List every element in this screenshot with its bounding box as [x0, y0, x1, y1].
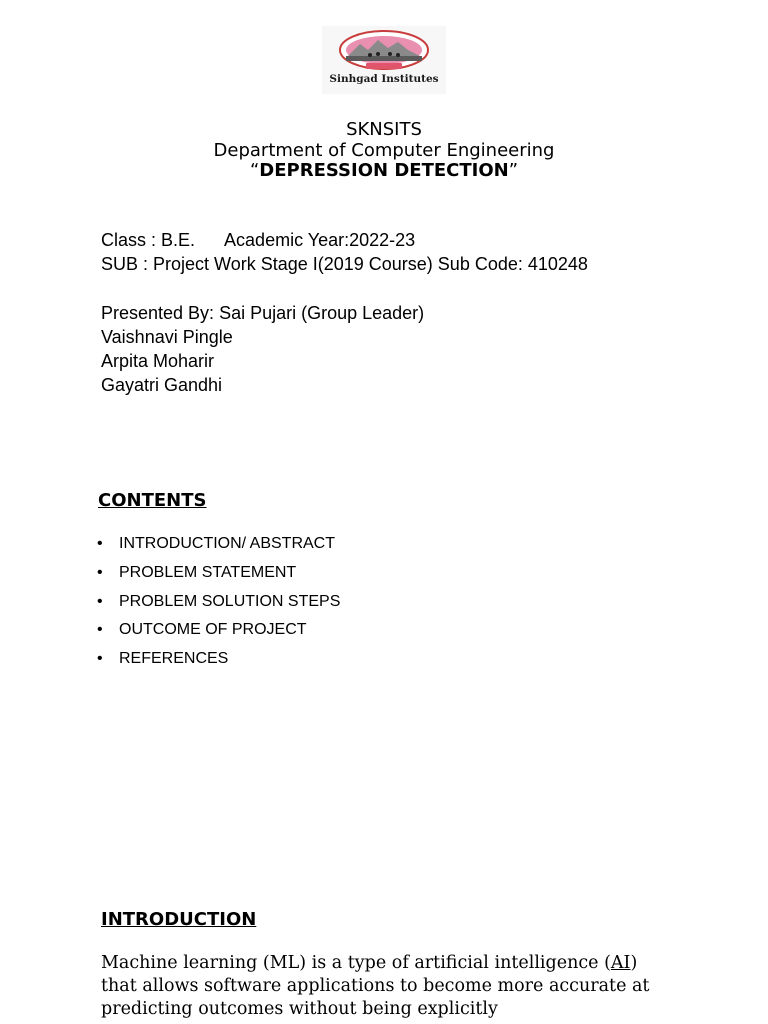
logo-caption: Sinhgad Institutes	[329, 73, 439, 85]
intro-text-start: Machine learning (ML) is a type of artificial intelligence (	[101, 953, 611, 973]
ai-link[interactable]: AI	[610, 953, 631, 973]
intro-text-end: ) that allows software applications to become more accurate at predicting outcomes without being explicitly	[101, 953, 650, 1019]
contents-item	[97, 561, 340, 590]
contents-item-label: PROBLEM SOLUTION STEPS	[119, 592, 341, 610]
contents-item-label: PROBLEM STATEMENT	[119, 563, 297, 581]
subject-line: SUB : Project Work Stage I(2019 Course) Sub Code: 410248	[101, 254, 588, 274]
contents-heading: CONTENTS	[98, 490, 207, 511]
introduction-paragraph	[101, 952, 671, 1021]
project-title-line	[0, 160, 768, 181]
contents-list	[97, 532, 340, 676]
logo-emblem	[322, 26, 446, 72]
bullet: •	[97, 650, 103, 668]
member-name: Vaishnavi Pingle	[101, 327, 233, 347]
contents-item	[97, 590, 340, 619]
introduction-heading: INTRODUCTION	[101, 909, 257, 930]
project-title: DEPRESSION DETECTION	[259, 160, 509, 181]
bullet: •	[97, 621, 103, 639]
bullet: •	[97, 592, 103, 610]
close-quote: ”	[508, 160, 519, 181]
contents-item-label: REFERENCES	[119, 650, 229, 668]
presented-by: Presented By: Sai Pujari (Group Leader)	[101, 303, 425, 323]
contents-item	[97, 532, 340, 561]
contents-item	[97, 618, 340, 647]
member-name: Arpita Moharir	[101, 351, 215, 371]
institute-name: SKNSITS	[346, 119, 422, 140]
contents-item	[97, 647, 340, 676]
class-academic-year: Class : B.E. Academic Year:2022-23	[101, 230, 416, 250]
contents-item-label: OUTCOME OF PROJECT	[119, 621, 307, 639]
contents-item-label: INTRODUCTION/ ABSTRACT	[119, 535, 336, 552]
department-name: Department of Computer Engineering	[213, 140, 555, 161]
sinhgad-logo	[322, 26, 446, 94]
member-name: Gayatri Gandhi	[101, 375, 223, 395]
bullet: •	[97, 535, 103, 552]
bullet: •	[97, 563, 103, 581]
open-quote: “	[249, 160, 260, 181]
